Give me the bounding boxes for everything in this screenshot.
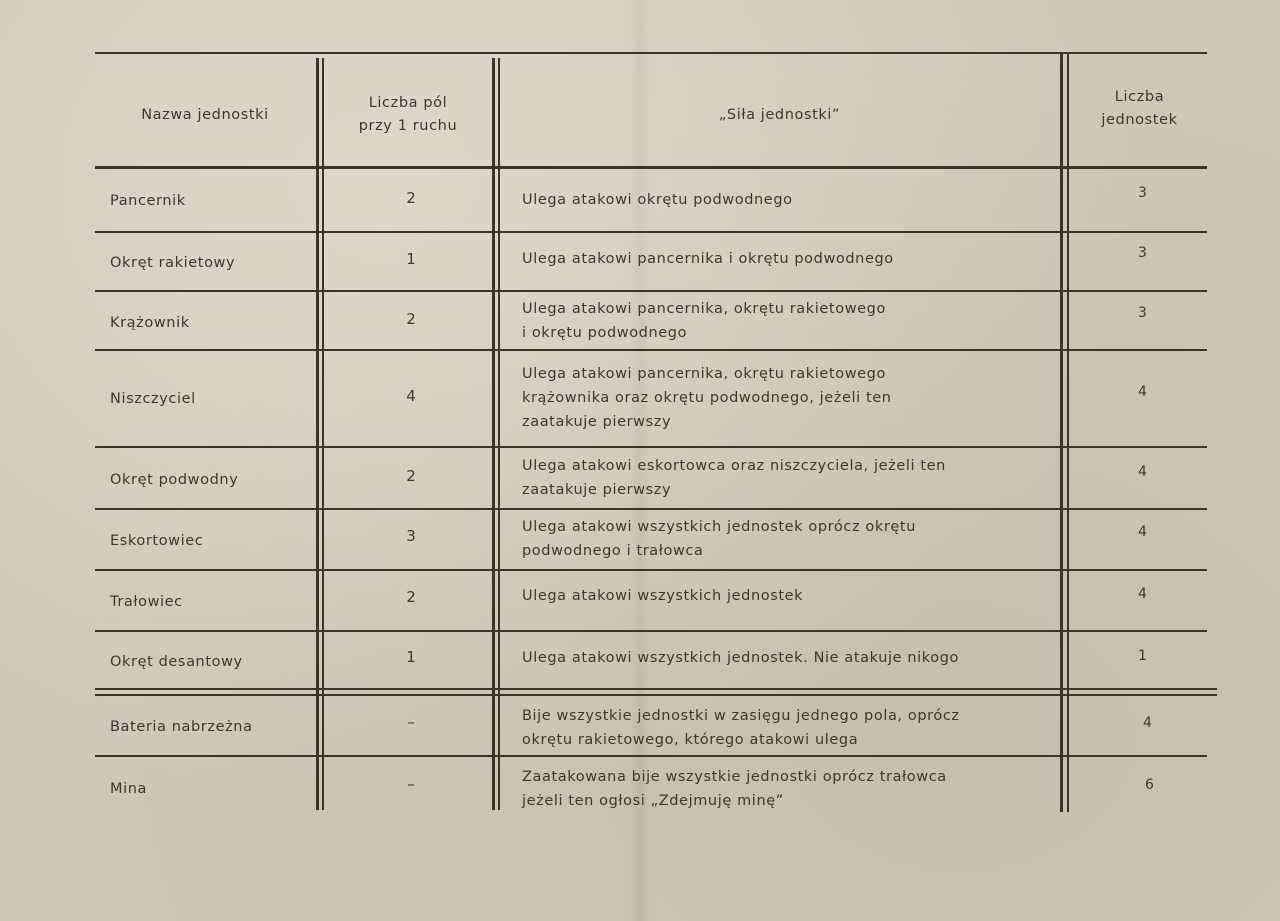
unit-strength [522,362,892,434]
unit-strength [522,247,894,271]
unit-count: 4 [1138,384,1147,400]
header-bottom-rule [95,166,1207,169]
table-top-rule [95,52,1207,54]
header-moves-line1: Liczba pól [368,95,448,111]
row-separator [95,508,1207,510]
unit-moves: 2 [406,467,416,485]
header-strength: „Siła jednostki” [718,107,841,123]
unit-strength [522,515,916,563]
row-separator [95,290,1207,292]
strength-line: podwodnego i trałowca [522,543,704,559]
unit-moves: 2 [406,588,416,606]
column-divider [498,58,500,810]
unit-count: 4 [1138,464,1147,480]
header-count-line2: jednostek [1101,112,1178,128]
unit-moves: 3 [406,527,416,545]
strength-line: okrętu rakietowego, którego atakowi ulega [522,732,859,748]
column-divider [316,58,319,810]
strength-line: Bije wszystkie jednostki w zasięgu jednego pola, oprócz [522,708,960,724]
strength-line: Ulega atakowi okrętu podwodnego [522,192,793,208]
unit-strength [522,584,803,608]
unit-strength [522,297,886,345]
unit-count: 3 [1138,185,1147,201]
row-separator [95,630,1207,632]
unit-strength [522,188,793,212]
column-divider [322,58,324,810]
strength-line: Ulega atakowi wszystkich jednostek [522,588,804,604]
unit-count: 4 [1143,715,1152,731]
row-separator [95,446,1207,448]
header-count-line1: Liczba [1114,89,1165,105]
unit-name: Mina [110,781,148,797]
unit-strength [522,765,947,813]
unit-count: 3 [1138,305,1147,321]
strength-line: Ulega atakowi pancernika i okrętu podwodnego [522,251,894,267]
row-separator-double [95,694,1217,696]
row-separator [95,231,1207,233]
strength-line: zaatakuje pierwszy [522,482,672,498]
strength-line: Zaatakowana bije wszystkie jednostki oprócz trałowca [522,769,947,785]
column-divider [1067,52,1069,812]
column-divider [1060,52,1063,812]
unit-name: Eskortowiec [110,533,204,549]
unit-count: 4 [1138,586,1147,602]
unit-moves: 1 [406,250,416,268]
unit-name: Krążownik [110,315,190,331]
unit-name: Niszczyciel [110,391,196,407]
unit-count: 6 [1145,777,1154,793]
row-separator [95,349,1207,351]
unit-moves: – [407,713,415,731]
header-name: Nazwa jednostki [141,107,269,123]
unit-moves: 2 [406,310,416,328]
strength-line: krążownika oraz okrętu podwodnego, jeżeli ten [522,390,892,406]
strength-line: Ulega atakowi pancernika, okrętu rakietowego [522,366,886,382]
strength-line: i okrętu podwodnego [522,325,688,341]
unit-count: 3 [1138,245,1147,261]
unit-name: Okręt rakietowy [110,255,236,271]
strength-line: zaatakuje pierwszy [522,414,672,430]
unit-moves: 1 [406,648,416,666]
unit-count: 1 [1138,648,1147,664]
unit-name: Okręt desantowy [110,654,243,670]
unit-count: 4 [1138,524,1147,540]
strength-line: Ulega atakowi eskortowca oraz niszczyciela, jeżeli ten [522,458,946,474]
header-count [1072,86,1207,132]
header-moves [326,92,490,138]
header-moves-line2: przy 1 ruchu [358,118,458,134]
row-separator [95,569,1207,571]
unit-strength [522,454,946,502]
unit-moves: 2 [406,189,416,207]
unit-name: Okręt podwodny [110,472,239,488]
unit-strength [522,704,960,752]
strength-line: Ulega atakowi wszystkich jednostek oprócz okrętu [522,519,916,535]
strength-line: jeżeli ten ogłosi „Zdejmuję minę” [522,793,784,809]
unit-strength [522,646,959,670]
unit-name: Bateria nabrzeżna [110,719,253,735]
strength-line: Ulega atakowi wszystkich jednostek. Nie atakuje nikogo [522,650,960,666]
row-separator-double [95,688,1217,690]
column-divider [492,58,495,810]
strength-line: Ulega atakowi pancernika, okrętu rakietowego [522,301,886,317]
unit-name: Pancernik [110,193,186,209]
unit-moves: 4 [406,387,416,405]
unit-name: Trałowiec [110,594,183,610]
unit-moves: – [407,775,415,793]
row-separator [95,755,1207,757]
